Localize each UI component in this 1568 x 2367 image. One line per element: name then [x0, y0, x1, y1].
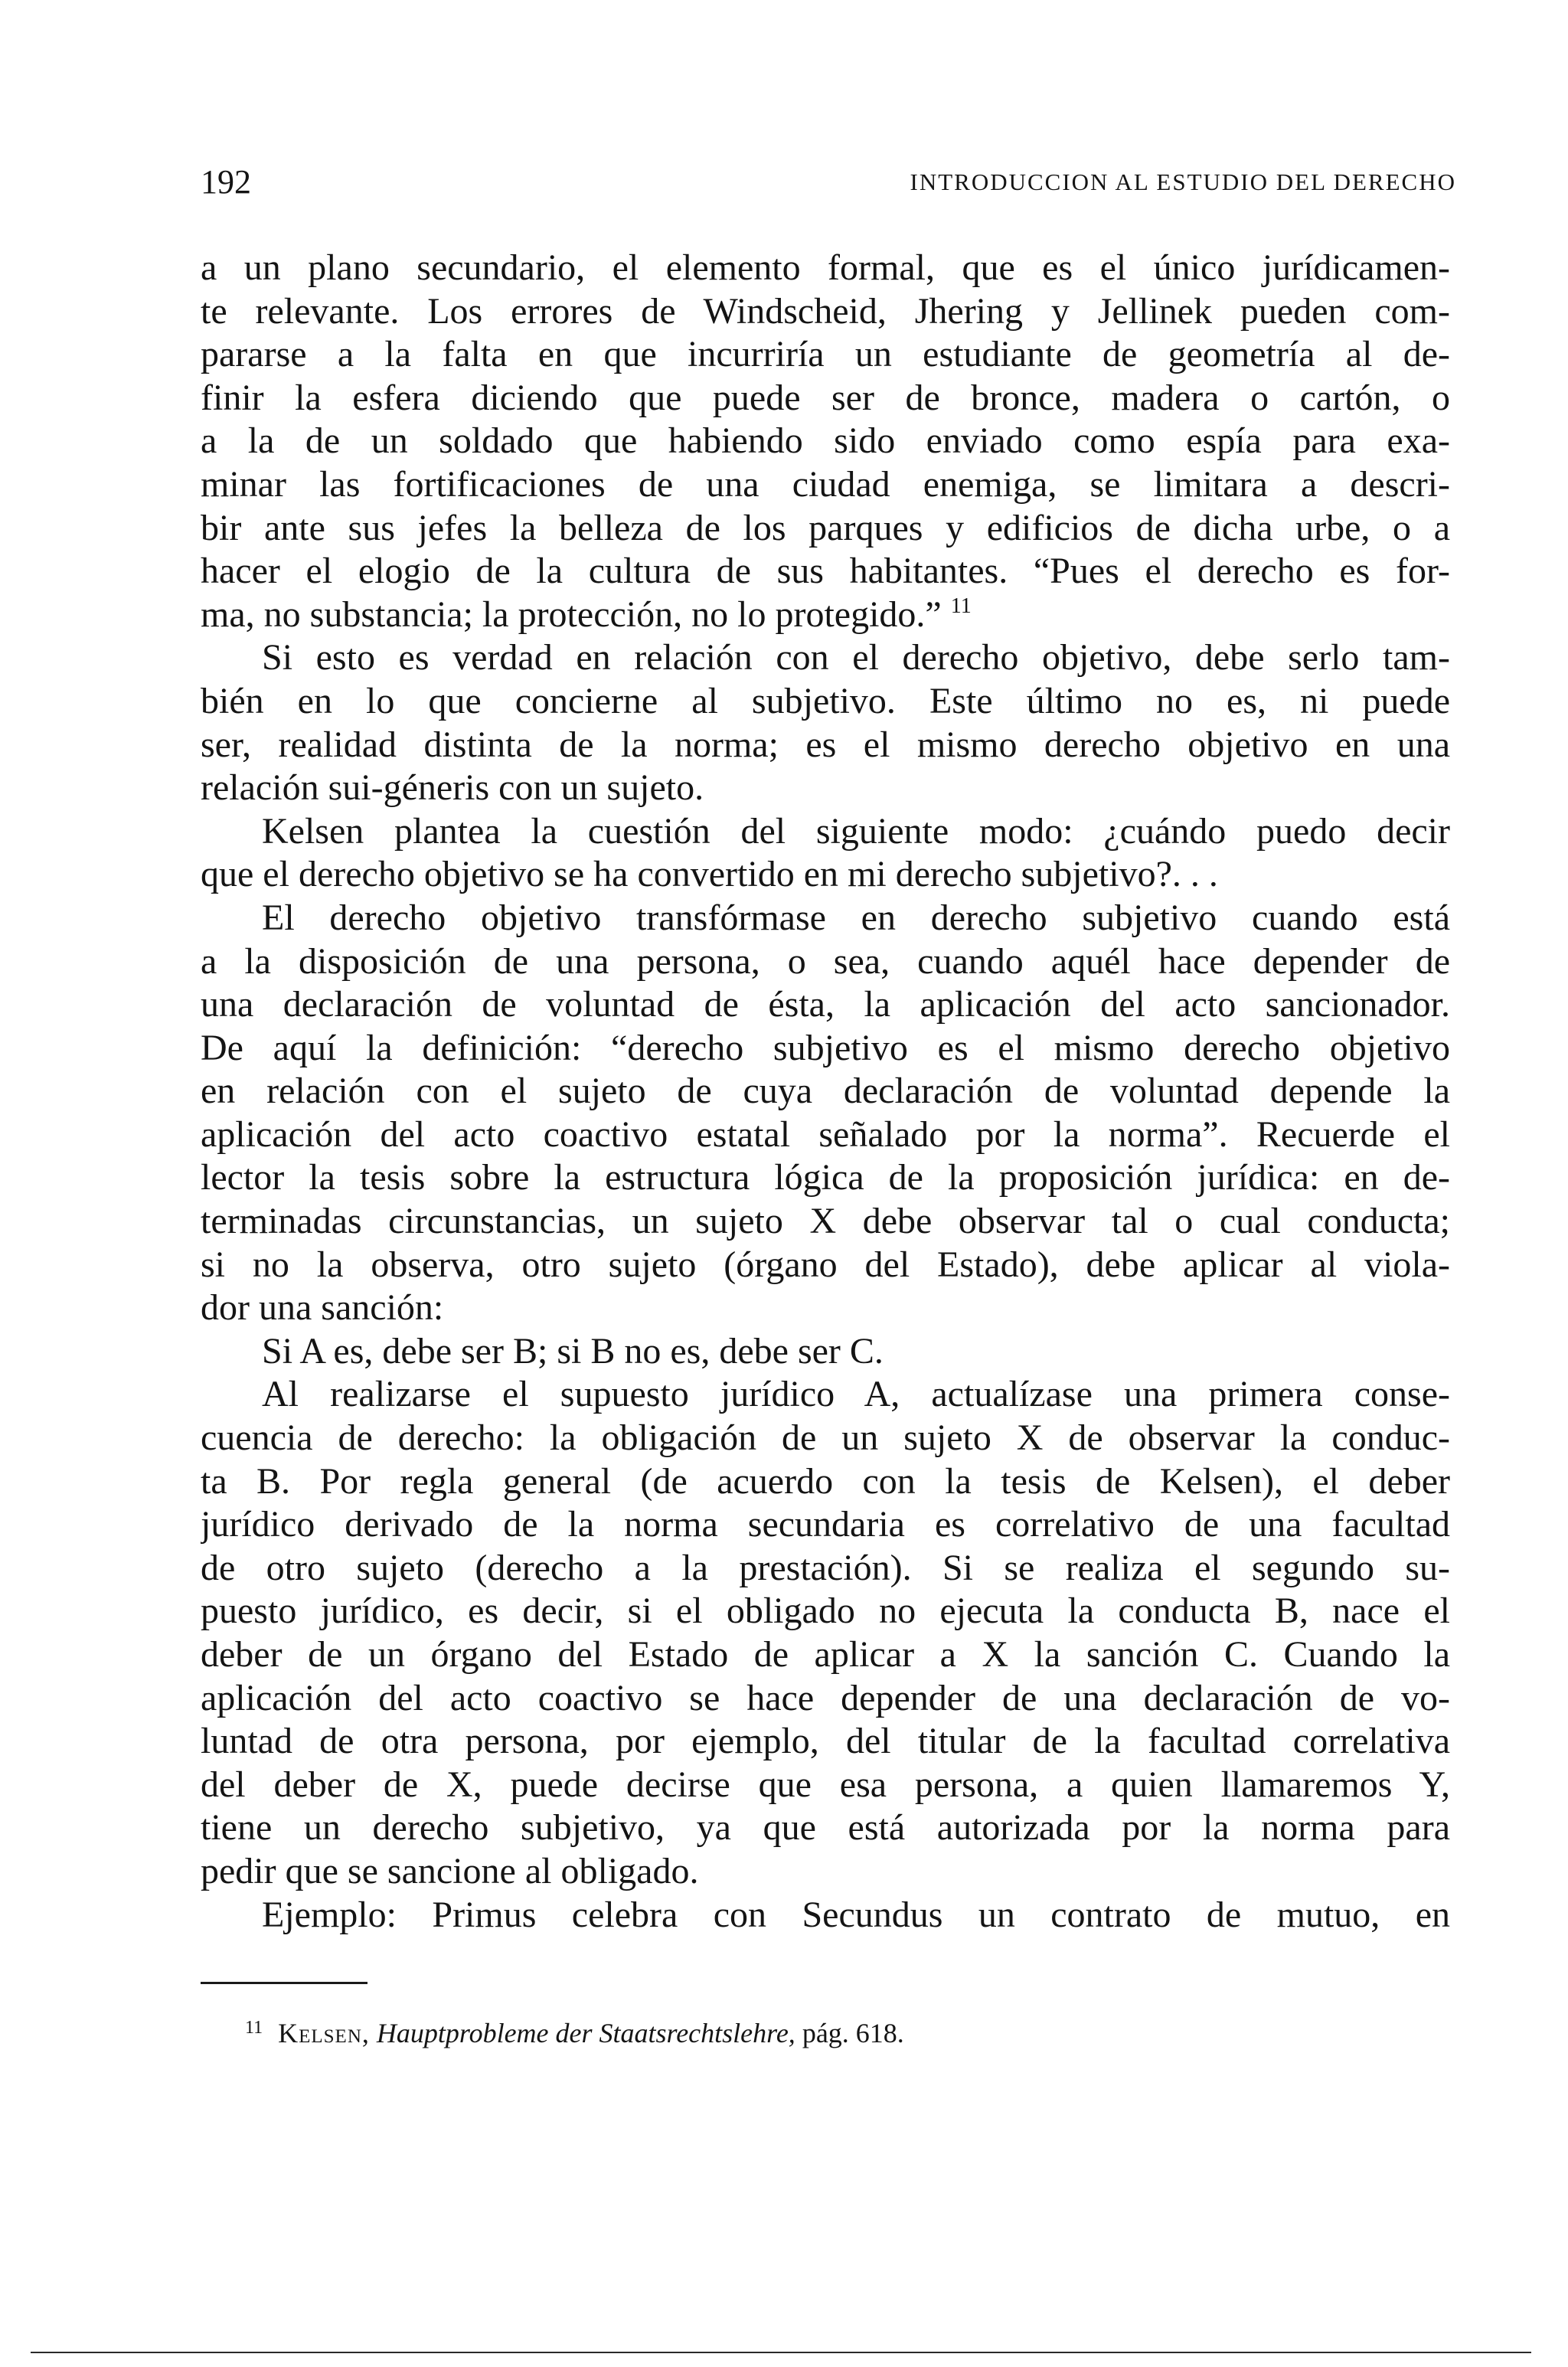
- text-line-content: finir la esfera diciendo que puede ser de bronce, madera o cartón, o: [201, 377, 1450, 418]
- text-line-content: una declaración de voluntad de ésta, la aplicación del acto sancionador.: [201, 984, 1450, 1025]
- text-line: [201, 1806, 1450, 1850]
- text-line: [201, 1070, 1450, 1113]
- text-line: [201, 377, 1450, 420]
- text-line-content: lector la tesis sobre la estructura lógica de la proposición jurídica: en de-: [201, 1157, 1450, 1198]
- text-line: [201, 1547, 1450, 1591]
- text-line-content: De aquí la definición: “derecho subjetivo es el mismo derecho objetivo: [201, 1027, 1450, 1068]
- text-line: [201, 333, 1450, 377]
- text-line-content: dor una sanción:: [201, 1287, 444, 1329]
- text-line-content: que el derecho objetivo se ha convertido en mi derecho subjetivo?. . .: [201, 854, 1218, 895]
- text-line: [201, 1503, 1450, 1547]
- footnote-rule: [201, 1982, 368, 1984]
- text-line-content: deber de un órgano del Estado de aplicar a X la sanción C. Cuando la: [201, 1634, 1450, 1675]
- text-line-content: a la de un soldado que habiendo sido enviado como espía para exa-: [201, 420, 1450, 462]
- page-number: 192: [201, 163, 251, 201]
- footnote: [245, 2006, 904, 2055]
- text-line-content: puesto jurídico, es decir, si el obligado no ejecuta la conducta B, nace el: [201, 1591, 1450, 1632]
- text-line-content: Ejemplo: Primus celebra con Secundus un contrato de mutuo, en: [262, 1894, 1450, 1935]
- text-line-content: Si esto es verdad en relación con el derecho objetivo, debe serlo tam-: [262, 637, 1450, 678]
- text-line: [201, 1330, 1450, 1374]
- text-line-content: ser, realidad distinta de la norma; es el mismo derecho objetivo en una: [201, 724, 1450, 765]
- text-line-content: hacer el elogio de la cultura de sus habitantes. “Pues el derecho es for-: [201, 551, 1450, 592]
- text-line-content: aplicación del acto coactivo se hace depender de una declaración de vo-: [201, 1677, 1450, 1718]
- running-title: INTRODUCCION AL ESTUDIO DEL DERECHO: [910, 168, 1456, 195]
- text-line-content: Si A es, debe ser B; si B no es, debe ser C.: [262, 1330, 884, 1371]
- text-line-content: de otro sujeto (derecho a la prestación). Si se realiza el segundo su-: [201, 1547, 1450, 1588]
- text-line: [201, 1460, 1450, 1504]
- text-line: [201, 767, 1450, 810]
- text-line: [201, 1417, 1450, 1460]
- text-line: [201, 897, 1450, 940]
- text-line: [201, 940, 1450, 984]
- text-line: [201, 1113, 1450, 1157]
- text-line: [201, 550, 1450, 593]
- text-line-content: minar las fortificaciones de una ciudad enemiga, se limitara a descri-: [201, 463, 1450, 505]
- text-line-content: a un plano secundario, el elemento formal, que es el único jurídicamen-: [201, 247, 1450, 288]
- text-line: [201, 247, 1450, 290]
- text-line-content: pararse a la falta en que incurriría un estudiante de geometría al de-: [201, 334, 1450, 375]
- text-line: [201, 636, 1450, 680]
- text-line-content: El derecho objetivo transfórmase en derecho subjetivo cuando está: [262, 897, 1450, 938]
- text-line: [201, 290, 1450, 334]
- text-line-content: ma, no substancia; la protección, no lo protegido.”: [201, 593, 942, 635]
- text-line-content: relación sui-géneris con un sujeto.: [201, 767, 704, 809]
- text-line: [201, 463, 1450, 507]
- text-line-content: luntad de otra persona, por ejemplo, del titular de la facultad correlativa: [201, 1721, 1450, 1762]
- text-line-content: tiene un derecho subjetivo, ya que está autorizada por la norma para: [201, 1807, 1450, 1849]
- text-line: [201, 420, 1450, 463]
- footnote-mark: 11: [245, 2018, 263, 2038]
- text-line: [201, 1764, 1450, 1807]
- text-line: [201, 593, 1450, 637]
- text-line-content: Al realizarse el supuesto jurídico A, actualízase una primera conse-: [262, 1374, 1450, 1415]
- footnote-author: Kelsen,: [278, 2018, 370, 2048]
- text-line: [201, 507, 1450, 551]
- text-line-content: bién en lo que concierne al subjetivo. Este último no es, ni puede: [201, 680, 1450, 721]
- footnote-page: pág. 618.: [802, 2018, 904, 2048]
- text-line: [201, 1590, 1450, 1633]
- text-line-content: Kelsen plantea la cuestión del siguiente modo: ¿cuándo puedo decir: [262, 810, 1450, 852]
- text-line: [201, 1244, 1450, 1287]
- text-line-content: ta B. Por regla general (de acuerdo con la tesis de Kelsen), el deber: [201, 1460, 1450, 1502]
- text-line: [201, 1633, 1450, 1677]
- text-line-content: terminadas circunstancias, un sujeto X debe observar tal o cual conducta;: [201, 1201, 1450, 1242]
- text-line-content: pedir que se sancione al obligado.: [201, 1850, 699, 1891]
- body-text: [201, 247, 1450, 1937]
- text-line: [201, 724, 1450, 767]
- text-line: [201, 1894, 1450, 1937]
- text-line-content: te relevante. Los errores de Windscheid, Jhering y Jellinek pueden com-: [201, 290, 1450, 332]
- running-head: [201, 159, 1456, 205]
- text-line-content: si no la observa, otro sujeto (órgano del Estado), debe aplicar al viola-: [201, 1244, 1450, 1285]
- text-line: [201, 1286, 1450, 1330]
- text-line-content: en relación con el sujeto de cuya declaración de voluntad depende la: [201, 1071, 1450, 1112]
- text-line: [201, 1027, 1450, 1071]
- text-line-content: a la disposición de una persona, o sea, cuando aquél hace depender de: [201, 940, 1450, 982]
- text-line: [201, 1850, 1450, 1894]
- text-line-content: cuencia de derecho: la obligación de un sujeto X de observar la conduc-: [201, 1417, 1450, 1459]
- text-line: [201, 853, 1450, 897]
- footnote-work: Hauptprobleme der Staatsrechtslehre,: [376, 2018, 795, 2048]
- text-line-content: aplicación del acto coactivo estatal señalado por la norma”. Recuerde el: [201, 1113, 1450, 1155]
- footnote-reference: 11: [950, 593, 972, 618]
- text-line: [201, 810, 1450, 854]
- text-line-content: bir ante sus jefes la belleza de los parques y edificios de dicha urbe, o a: [201, 507, 1450, 548]
- text-line: [201, 983, 1450, 1027]
- text-line-content: del deber de X, puede decirse que esa persona, a quien llamaremos Y,: [201, 1764, 1450, 1805]
- text-line-content: jurídico derivado de la norma secundaria es correlativo de una facultad: [201, 1504, 1450, 1545]
- text-line: [201, 1200, 1450, 1244]
- text-line: [201, 1677, 1450, 1721]
- text-line: [201, 1156, 1450, 1200]
- text-line: [201, 1373, 1450, 1417]
- scan-edge-line: [31, 2352, 1531, 2353]
- text-line: [201, 680, 1450, 724]
- text-line: [201, 1720, 1450, 1764]
